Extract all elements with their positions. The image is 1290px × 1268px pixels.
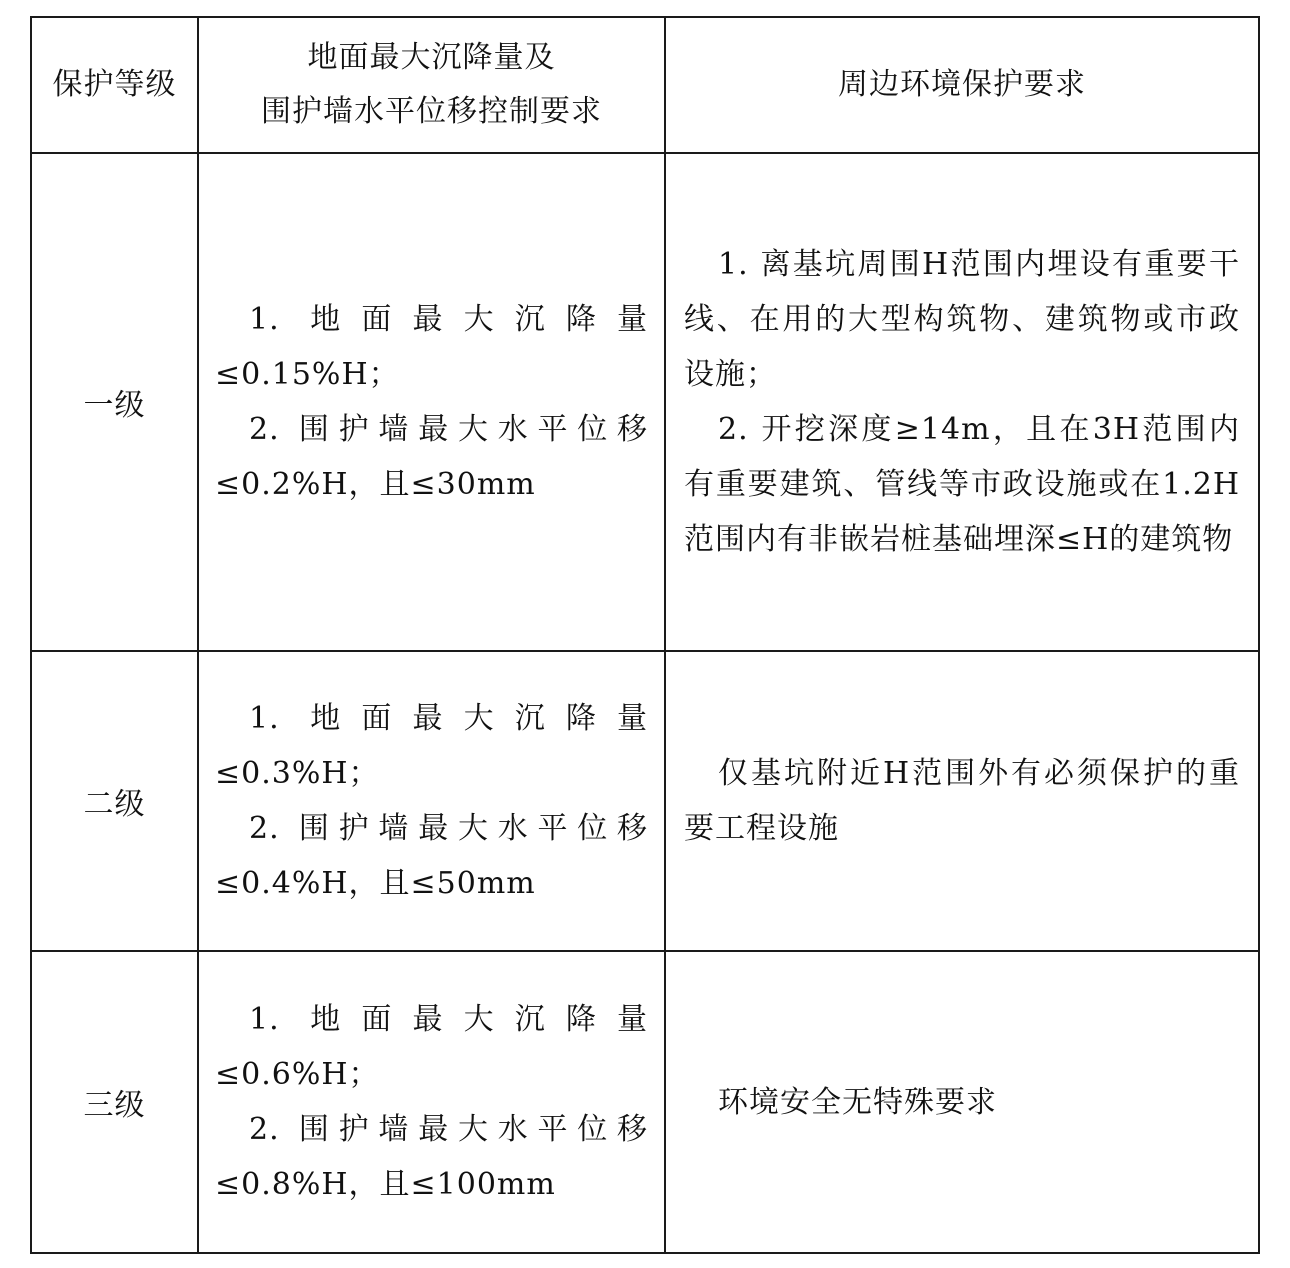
header-protection-level: 保护等级	[31, 17, 198, 153]
control-cell	[198, 651, 665, 951]
control-item: 1. 地面最大沉降量≤0.15%H；	[215, 302, 648, 392]
table-row	[31, 651, 1259, 951]
table-container	[30, 16, 1260, 1254]
protection-level-table	[30, 16, 1260, 1254]
control-item: 1. 地面最大沉降量≤0.6%H；	[215, 1002, 648, 1092]
environment-item: 2. 开挖深度≥14m，且在3H范围内有重要建筑、管线等市政设施或在1.2H范围内有非嵌岩桩基础埋深≤H的建筑物	[684, 412, 1240, 557]
environment-cell	[665, 951, 1259, 1253]
header-control-line1: 地面最大沉降量及	[307, 40, 556, 75]
environment-item: 仅基坑附近H范围外有必须保护的重要工程设施	[684, 756, 1240, 846]
environment-item: 环境安全无特殊要求	[718, 1084, 997, 1120]
header-control-requirements	[198, 17, 665, 153]
environment-item: 1. 离基坑周围H范围内埋设有重要干线、在用的大型构筑物、建筑物或市政设施；	[684, 247, 1240, 392]
level-cell: 三级	[31, 951, 198, 1253]
table-row	[31, 153, 1259, 651]
control-item: 2. 围护墙最大水平位移≤0.2%H，且≤30mm	[215, 412, 648, 502]
control-cell	[198, 951, 665, 1253]
control-item: 2. 围护墙最大水平位移≤0.8%H，且≤100mm	[215, 1112, 648, 1202]
level-cell: 一级	[31, 153, 198, 651]
header-row	[31, 17, 1259, 153]
environment-cell	[665, 153, 1259, 651]
level-cell: 二级	[31, 651, 198, 951]
header-environment-requirements: 周边环境保护要求	[665, 17, 1259, 153]
control-item: 2. 围护墙最大水平位移≤0.4%H，且≤50mm	[215, 811, 648, 901]
environment-cell	[665, 651, 1259, 951]
header-control-line2: 围护墙水平位移控制要求	[261, 94, 602, 129]
table-row	[31, 951, 1259, 1253]
control-cell	[198, 153, 665, 651]
control-item: 1. 地面最大沉降量≤0.3%H；	[215, 701, 648, 791]
